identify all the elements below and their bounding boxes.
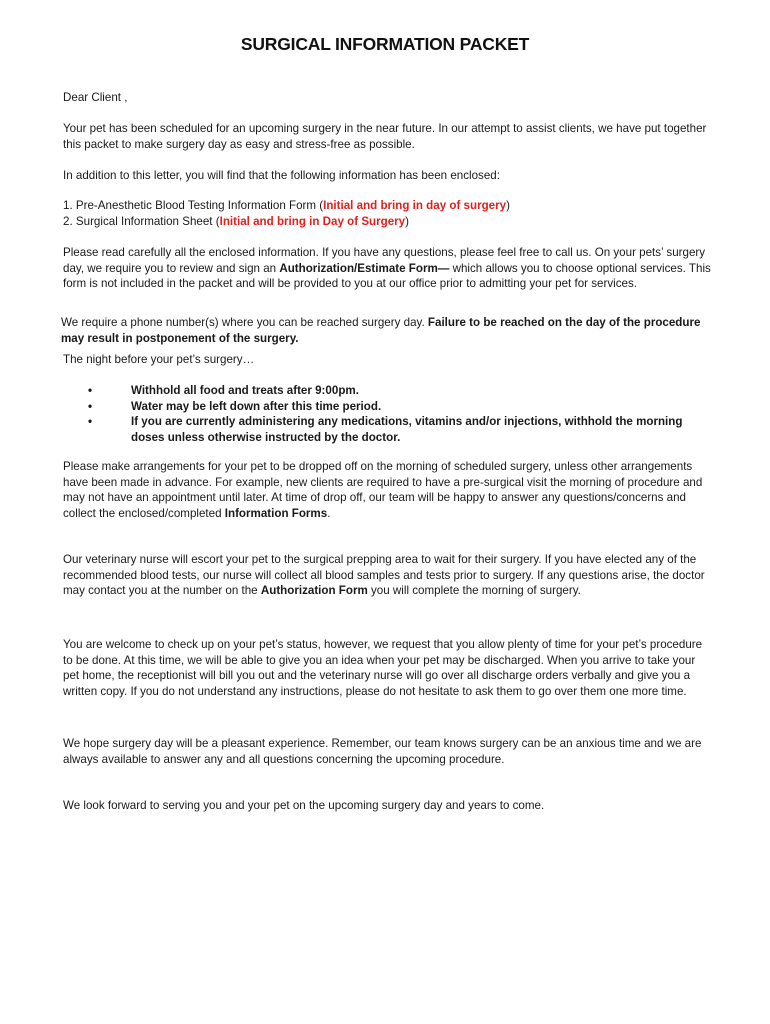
page-title: SURGICAL INFORMATION PACKET [240, 34, 530, 54]
enclosure-note: Initial and bring in day of surgery [323, 199, 507, 212]
night-before-heading: The night before your pet’s surgery… [63, 353, 255, 366]
enclosure-item: 1. Pre-Anesthetic Blood Testing Information Form (Initial and bring in day of surgery) [63, 199, 510, 212]
bullet-icon: • [88, 415, 93, 428]
bullet-icon: • [88, 384, 93, 397]
hope-paragraph: We hope surgery day will be a pleasant experience. Remember, our team knows surgery can be an anxious time and we are always available to answer any and all questions concerning the upcoming procedure. [63, 737, 702, 766]
enclosure-note: Initial and bring in Day of Surgery [219, 214, 406, 228]
bullet-icon: • [88, 399, 93, 413]
authorization-paragraph: Please read carefully all the enclosed information. If you have any questions, please feel free to call us. On your pets’ surgery day, we require you to review and sign an Authorization/Estimate Form— which allows you to choose optional services. This form is not included in the packet and will be provided to you at our office prior to admitting your pet for services. [63, 246, 711, 290]
list-item: • Withhold all food and treats after 9:00pm. [88, 384, 359, 397]
salutation: Dear Client , [63, 91, 128, 104]
enclosure-list [63, 198, 713, 229]
phone-paragraph: We require a phone number(s) where you can be reached surgery day. Failure to be reached on the day of the procedure may result in postponement of the surgery. [61, 316, 701, 345]
list-item: • Water may be left down after this time period. [88, 399, 382, 413]
nurse-paragraph: Our veterinary nurse will escort your pet to the surgical prepping area to wait for their surgery. If you have elected any of the recommended blood tests, our nurse will collect all blood samples and tests prior to surgery. If any questions arise, the doctor may contact you at the number on the Authorization Form you will complete the morning of surgery. [63, 553, 705, 597]
enclosed-intro: In addition to this letter, you will find that the following information has been enclosed: [63, 169, 500, 182]
night-before-list [88, 383, 708, 445]
status-paragraph: You are welcome to check up on your pet’s status, however, we request that you allow plenty of time for your pet’s procedure to be done. At this time, we will be able to give you an idea when your pet may be discharged. When you arrive to take your pet home, the receptionist will bill you out and the veterinary nurse will go over all discharge orders verbally and give you a written copy. If you do not understand any instructions, please do not hesitate to ask them to go over them one more time. [63, 638, 703, 698]
enclosure-item: 2. Surgical Information Sheet (Initial and bring in Day of Surgery) [63, 214, 410, 228]
intro-paragraph: Your pet has been scheduled for an upcoming surgery in the near future. In our attempt to assist clients, we have put together this packet to make surgery day as easy and stress-free as possible. [63, 122, 707, 151]
list-item: • If you are currently administering any medications, vitamins and/or injections, withhold the morning doses unless otherwise instructed by the doctor. [88, 415, 683, 444]
dropoff-paragraph: Please make arrangements for your pet to be dropped off on the morning of scheduled surgery, unless other arrangements have been made in advance. For example, new clients are required to have a pre-surgical visit the morning of procedure and may not have an appointment until later. At time of drop off, our team will be happy to answer any questions/concerns and collect the enclosed/completed Information Forms. [63, 460, 703, 520]
closing-line: We look forward to serving you and your pet on the upcoming surgery day and years to come. [63, 799, 545, 812]
